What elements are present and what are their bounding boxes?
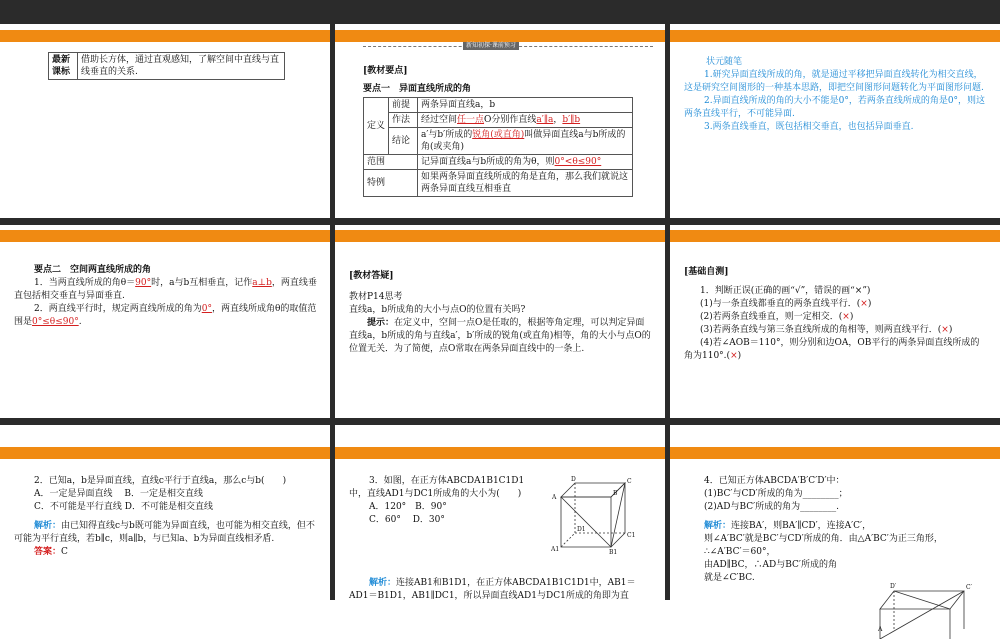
row-label: 前提 [389, 98, 418, 113]
slide-7[interactable] [0, 447, 330, 600]
slide-header-bar [335, 230, 665, 242]
text: ， [553, 115, 563, 125]
analysis-line: 由AD∥BC，∴AD与BC′所成的角 [704, 560, 837, 570]
paragraph: 教材P14思考 [349, 292, 403, 302]
question: 4．已知正方体ABCDA′B′C′D′中： [704, 476, 845, 486]
slide-1[interactable] [0, 30, 330, 225]
question: 1．判断正误(正确的画“√”，错误的画“×”) [700, 286, 871, 296]
slide-footer-bar [0, 418, 330, 425]
analysis [14, 520, 318, 546]
slide-header-bar [0, 30, 330, 42]
slide-header-bar [670, 230, 1000, 242]
question-item [684, 298, 988, 311]
paragraph [14, 277, 318, 303]
text: . [78, 317, 82, 327]
slide-6[interactable] [670, 230, 1000, 425]
option: A．一定是异面直线 B．一定是相交直线 [34, 489, 203, 499]
row-text: 两条异面直线a，b [418, 98, 633, 113]
text: 叫做异面直线a与b所成的角(或夹角) [421, 130, 626, 152]
vertex-label: D [571, 476, 576, 483]
hidden-edge [561, 533, 575, 547]
paragraph [14, 303, 318, 329]
vertex-label: D1 [577, 526, 586, 533]
group-cell: 定义 [364, 98, 389, 155]
text: ) [737, 351, 742, 361]
vertex-label: C1 [627, 532, 636, 539]
section-heading: [基础自测] [684, 267, 729, 277]
note-line: 3.两条直线垂直，既包括相交垂直，也包括异面垂直. [704, 122, 914, 132]
text: 由已知得直线c与b既可能为异面直线，也可能为相交直线，但不可能为平行直线，若b∥c，则a∥b，与已知a、b为异面直线相矛盾. [14, 521, 315, 544]
slide-footer-bar [335, 218, 665, 225]
slide-footer-bar [670, 418, 1000, 425]
vertex-label: D′ [890, 583, 897, 590]
top-bar [0, 0, 1000, 24]
analysis [684, 520, 988, 533]
row-text [418, 128, 633, 155]
question-item [684, 337, 988, 363]
section-heading: [教材要点] [363, 66, 408, 76]
slide-footer-bar [335, 418, 665, 425]
cube-diagram [880, 579, 980, 639]
text: a′与b′所成的 [421, 130, 473, 140]
analysis [349, 577, 653, 603]
vertex-label: C′ [966, 584, 972, 591]
answer: 0°<θ≤90° [554, 157, 602, 167]
sub-question: (2)AD与BC′所成的角为________. [704, 502, 840, 512]
vertex-label: B [613, 490, 618, 497]
answer: 0°≤θ≤90° [32, 317, 79, 327]
curriculum-table [48, 52, 285, 80]
option: A．120° B．90° [369, 502, 447, 512]
analysis-label: 解析： [34, 521, 62, 531]
row-label: 特例 [364, 170, 418, 197]
text: ) [867, 299, 872, 309]
analysis-line: ∴∠A′BC′＝60°， [704, 547, 776, 557]
slide-footer-bar [670, 218, 1000, 225]
answer: b′∥b [562, 115, 581, 125]
diagonal-line [894, 591, 950, 609]
answer-label: 答案： [34, 547, 62, 557]
answer: 0° [201, 304, 212, 314]
answer: 任一点 [457, 115, 485, 125]
section-badge: 新知初探·课前预习 [463, 42, 519, 50]
slide-4[interactable] [0, 230, 330, 425]
paragraph: 直线a，b所成角的大小与点O的位置有关吗? [349, 305, 526, 315]
section-divider [363, 42, 653, 57]
slide-8[interactable] [335, 447, 665, 600]
analysis-label: 解析： [704, 521, 732, 531]
slide-header-bar [335, 30, 665, 42]
cube-diagram [549, 475, 639, 555]
question: 2．已知a，b是异面直线，直线c平行于直线a，那么c与b( ) [34, 476, 287, 486]
text: 记异面直线a与b所成的角为θ，则 [421, 157, 555, 167]
row-label: 作法 [389, 113, 418, 128]
vertex-label: A [552, 494, 557, 501]
vertex-label: A [878, 626, 883, 633]
text: ，两直线所成角θ的取值范围是 [14, 304, 317, 327]
answer: × [842, 312, 850, 322]
slide-header-bar [0, 447, 330, 459]
row-text [418, 113, 633, 128]
slide-2[interactable] [335, 30, 665, 225]
text: ，两直线垂直包括相交垂直与异面垂直. [14, 278, 317, 301]
text: 连接BA′，则BA′∥CD′，连接A′C′， [731, 521, 872, 531]
text: ) [849, 312, 854, 322]
question: 3．如图，在正方体ABCDA1B1C1D1中，直线AD1与DC1所成角的大小为( ) [349, 476, 525, 499]
note-line: 1.研究异面直线所成的角，就是通过平移把异面直线转化为相交直线，这是研究空间图形的一种基本思路，即把空间图形问题转化为平面图形问题. [684, 70, 984, 93]
answer-line [34, 546, 318, 559]
text: 在定义中，空间一点O是任取的，根据等角定理，可以判定异面直线a，b所成的角与直线a′，b′所成的锐角(或直角)相等，角的大小与点O的位置无关．为了简便，点O常取在两条异面直线中的一条上. [349, 318, 651, 354]
answer: 锐角(或直角) [472, 130, 525, 140]
text: 2．两直线平行时，规定两直线所成的角为 [34, 304, 202, 314]
slide-3[interactable] [670, 30, 1000, 225]
curriculum-text: 借助长方体，通过直观感知，了解空间中直线与直线垂直的关系. [78, 53, 285, 80]
definition-table [363, 97, 633, 197]
row-label: 范围 [364, 155, 418, 170]
text: (4)若∠AOB＝110°，则分别和边OA，OB平行的两条异面直线所成的角为110°.( [684, 338, 980, 361]
text: 经过空间 [421, 115, 458, 125]
slide-header-bar [335, 447, 665, 459]
answer: a⊥b [252, 278, 272, 288]
vertex-label: C [627, 478, 632, 485]
paragraph [349, 317, 653, 356]
section-heading: [教材答疑] [349, 271, 394, 281]
slide-header-bar [670, 447, 1000, 459]
answer: × [860, 299, 868, 309]
vertex-label: B1 [609, 549, 618, 556]
row-text: 如果两条异面直线所成的角是直角，那么我们就说这两条异面直线互相垂直 [418, 170, 633, 197]
slide-9[interactable] [670, 447, 1000, 633]
note-title: 状元随笔 [706, 57, 743, 67]
answer: × [941, 325, 949, 335]
text: ) [948, 325, 953, 335]
question-item [684, 311, 988, 324]
answer: × [730, 351, 738, 361]
text: (3)若两条直线与第三条直线所成的角相等，则两直线平行．( [700, 325, 942, 335]
hint-label: 提示： [367, 318, 395, 328]
row-label: 结论 [389, 128, 418, 155]
question-item [684, 324, 988, 337]
text: O分别作直线 [484, 115, 537, 125]
text: 1．当两直线所成的角θ＝ [34, 278, 136, 288]
option: C．60° D．30° [369, 515, 445, 525]
slide-header-bar [670, 30, 1000, 42]
diagonal-line [880, 591, 964, 639]
point-heading: 要点一 异面直线所成的角 [363, 84, 472, 94]
analysis-line: 则∠A′BC′就是BC′与CD′所成的角．由△A′BC′为正三角形， [704, 534, 943, 544]
diagonal-line [561, 497, 611, 547]
option: C．不可能是平行直线 D．不可能是相交直线 [34, 502, 213, 512]
sub-question: (1)BC′与CD′所成的角为________； [704, 489, 848, 499]
row-text [418, 155, 633, 170]
text: 连接AB1和B1D1，在正方体ABCDA1B1C1D1中，AB1＝AD1＝B1D1，AB1∥DC1，所以异面直线AD1与DC1所成的角即为直 [349, 578, 636, 601]
vertex-label: A1 [551, 546, 560, 553]
slide-5[interactable] [335, 230, 665, 425]
note-line: 2.异面直线所成的角的大小不能是0°，若两条直线所成的角是0°，则这两条直线平行，不可能异面. [684, 96, 986, 119]
answer: C [61, 547, 68, 557]
text: (2)若两条直线垂直，则一定相交．( [700, 312, 843, 322]
point-heading: 要点二 空间两直线所成的角 [34, 265, 152, 275]
slide-header-bar [0, 230, 330, 242]
curriculum-label: 最新 课标 [49, 53, 78, 80]
analysis-line: 就是∠C′BC. [704, 573, 755, 583]
text: (1)与一条直线都垂直的两条直线平行．( [700, 299, 861, 309]
analysis-label: 解析： [369, 578, 397, 588]
answer: 90° [135, 278, 152, 288]
slide-footer-bar [0, 218, 330, 225]
answer: a′∥a [536, 115, 554, 125]
text: 时，a与b互相垂直，记作 [151, 278, 253, 288]
